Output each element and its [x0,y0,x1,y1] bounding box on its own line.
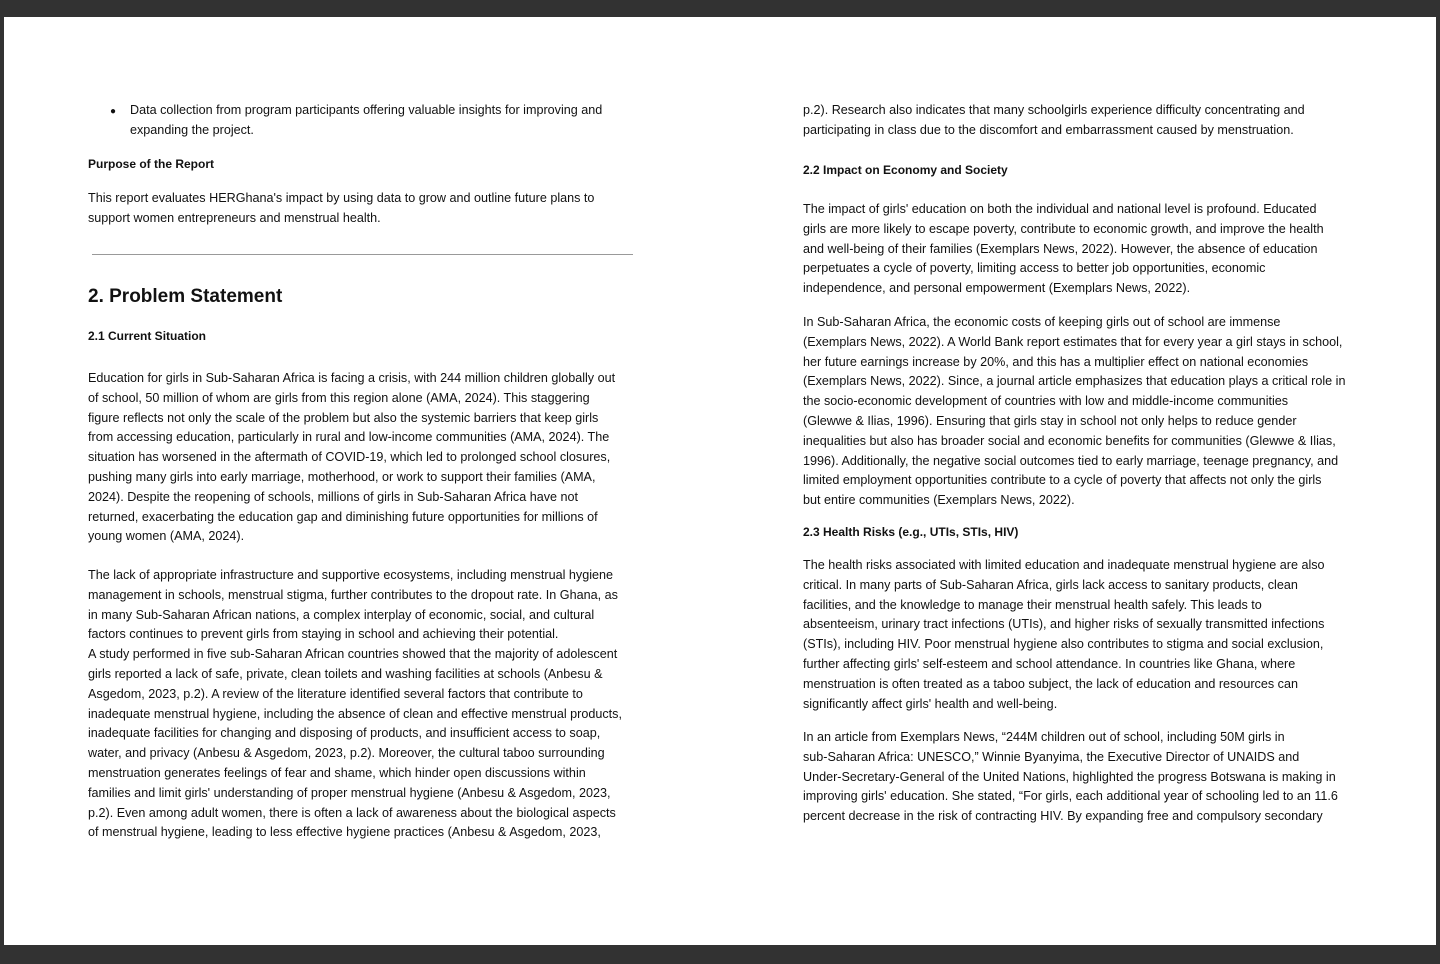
text-line: (STIs), including HIV. Poor menstrual hygiene also contributes to stigma and social exclusion, [803,637,1324,652]
text-line: pushing many girls into early marriage, motherhood, or work to support their families (AMA, [88,469,596,484]
text-line: Data collection from program participants offering valuable insights for improving and [130,103,603,117]
text-line: girls are more likely to escape poverty, contribute to economic growth, and improve the health [803,221,1324,236]
text-line: absenteeism, urinary tract infections (UTIs), and higher risks of sexually transmitted infections [803,617,1325,632]
text-line: expanding the project. [130,122,254,137]
text-line: Education for girls in Sub-Saharan Africa is facing a crisis, with 244 million children globally out [88,371,616,385]
text-line: (Exemplars News, 2022). A World Bank report estimates that for every year a girl stays in school, [803,334,1343,349]
text-line: participating in class due to the discomfort and embarrassment caused by menstruation. [803,122,1294,137]
text-line: 2024). Despite the reopening of schools, millions of girls in Sub-Saharan Africa have not [88,489,579,504]
text-line: significantly affect girls' health and well-being. [803,696,1058,711]
text-line: further affecting girls' self-esteem and school attendance. In countries like Ghana, where [803,656,1296,671]
text-line: water, and privacy (Anbesu & Asgedom, 2023, p.2). Moreover, the cultural taboo surrounding [88,746,605,761]
text-line: The impact of girls' education on both the individual and national level is profound. Educated [803,202,1317,216]
paragraph [88,566,622,840]
text-line: (Exemplars News, 2022). Since, a journal article emphasizes that education plays a critical role in [803,374,1346,389]
text-line: families and limit girls' understanding of proper menstrual hygiene (Anbesu & Asgedom, 2023, [88,785,611,800]
text-line: The lack of appropriate infrastructure and supportive ecosystems, including menstrual hygiene [88,568,614,582]
text-line: facilities, and the knowledge to manage their menstrual health safely. This leads to [803,597,1262,612]
text-line: A study performed in five sub-Saharan African countries showed that the majority of adolescent [88,647,618,662]
text-line: inequalities but also has broader social and economic benefits for communities (Glewwe & Ilias, [803,433,1336,448]
text-line: percent decrease in the risk of contracting HIV. By expanding free and compulsory secondary [803,809,1323,824]
paragraph [803,200,1324,296]
text-line: factors continues to prevent girls from staying in school and achieving their potential. [88,627,559,642]
text-line: inadequate menstrual hygiene, including the absence of clean and effective menstrual products, [88,706,622,721]
text-line: limited employment opportunities contribute to a cycle of poverty that affects not only the girls [803,473,1322,488]
text-line: of menstrual hygiene, leading to less effective hygiene practices (Anbesu & Asgedom, 2023, [88,825,601,840]
text-line: menstruation generates feelings of fear and shame, which hinder open discussions within [88,765,586,780]
text-line: perpetuates a cycle of poverty, limiting access to better job opportunities, economic [803,261,1266,276]
text-line: p.2). Even among adult women, there is often a lack of awareness about the biological aspects [88,805,616,820]
text-line: critical. In many parts of Sub-Saharan Africa, girls lack access to sanitary products, clean [803,577,1298,592]
text-line: The health risks associated with limited education and inadequate menstrual hygiene are also [803,558,1325,572]
text-line: management in schools, menstrual stigma, further contributes to the dropout rate. In Ghana, as [88,587,618,602]
text-line: from accessing education, particularly in rural and low-income communities (AMA, 2024). The [88,430,610,445]
text-line: Asgedom, 2023, p.2). A review of the literature identified several factors that contribute to [88,686,583,701]
text-line: returned, exacerbating the education gap and diminishing future opportunities for millions of [88,509,598,524]
paragraph [803,728,1338,824]
subsection-heading: 2.1 Current Situation [88,329,207,343]
text-line: p.2). Research also indicates that many schoolgirls experience difficulty concentrating and [803,103,1305,117]
subsection-heading: 2.3 Health Risks (e.g., UTIs, STIs, HIV) [803,525,1019,539]
text-line: In Sub-Saharan Africa, the economic costs of keeping girls out of school are immense [803,315,1281,329]
section-title: 2. Problem Statement [88,286,283,307]
text-line: Under-Secretary-General of the United Nations, highlighted the progress Botswana is making in [803,769,1336,784]
text-line: improving girls' education. She stated, “For girls, each additional year of schooling led to an 11.6 [803,789,1338,804]
text-line: sub-Saharan Africa: UNESCO,” Winnie Byanyima, the Executive Director of UNAIDS and [803,749,1300,764]
text-line: but entire communities (Exemplars News, 2022). [803,493,1075,508]
bullet-icon: ● [110,106,117,117]
text-line: In an article from Exemplars News, “244M children out of school, including 50M girls in [803,730,1285,744]
text-line: her future earnings increase by 20%, and this has a multiplier effect on national economies [803,354,1309,369]
document-page [4,17,1436,945]
text-line: menstruation is often treated as a taboo subject, the lack of education and resources can [803,676,1298,691]
paragraph [803,556,1325,711]
text-line: (Glewwe & Ilias, 1996). Ensuring that girls stay in school not only helps to reduce gender [803,413,1297,428]
text-line: the socio-economic development of countries with low and middle-income communities [803,394,1289,409]
purpose-paragraph [88,189,595,225]
divider [92,254,633,255]
text-line: situation has worsened in the aftermath of COVID-19, which led to prolonged school closures, [88,450,611,465]
paragraph [803,313,1346,508]
text-line: 1996). Additionally, the negative social outcomes tied to early marriage, teenage pregnancy, and [803,453,1339,468]
text-line: figure reflects not only the scale of the problem but also the systemic barriers that keep girls [88,410,599,425]
text-line: and well-being of their families (Exemplars News, 2022). However, the absence of education [803,241,1318,256]
paragraph [88,369,616,544]
text-line: girls reported a lack of safe, private, clean toilets and washing facilities at schools (Anbesu & [88,666,603,681]
purpose-heading: Purpose of the Report [88,157,215,171]
text-line: of school, 50 million of whom are girls from this region alone (AMA, 2024). This staggering [88,390,590,405]
text-line: young women (AMA, 2024). [88,529,245,544]
text-line: inadequate facilities for changing and disposing of products, and insufficient access to soap, [88,726,601,741]
text-line: independence, and personal empowerment (Exemplars News, 2022). [803,281,1191,296]
bullet-item [110,101,603,137]
text-line: support women entrepreneurs and menstrual health. [88,210,381,225]
paragraph [803,101,1305,137]
subsection-heading: 2.2 Impact on Economy and Society [803,163,1008,177]
text-line: This report evaluates HERGhana's impact by using data to grow and outline future plans to [88,191,595,205]
text-line: in many Sub-Saharan African nations, a complex interplay of economic, social, and cultural [88,607,595,622]
